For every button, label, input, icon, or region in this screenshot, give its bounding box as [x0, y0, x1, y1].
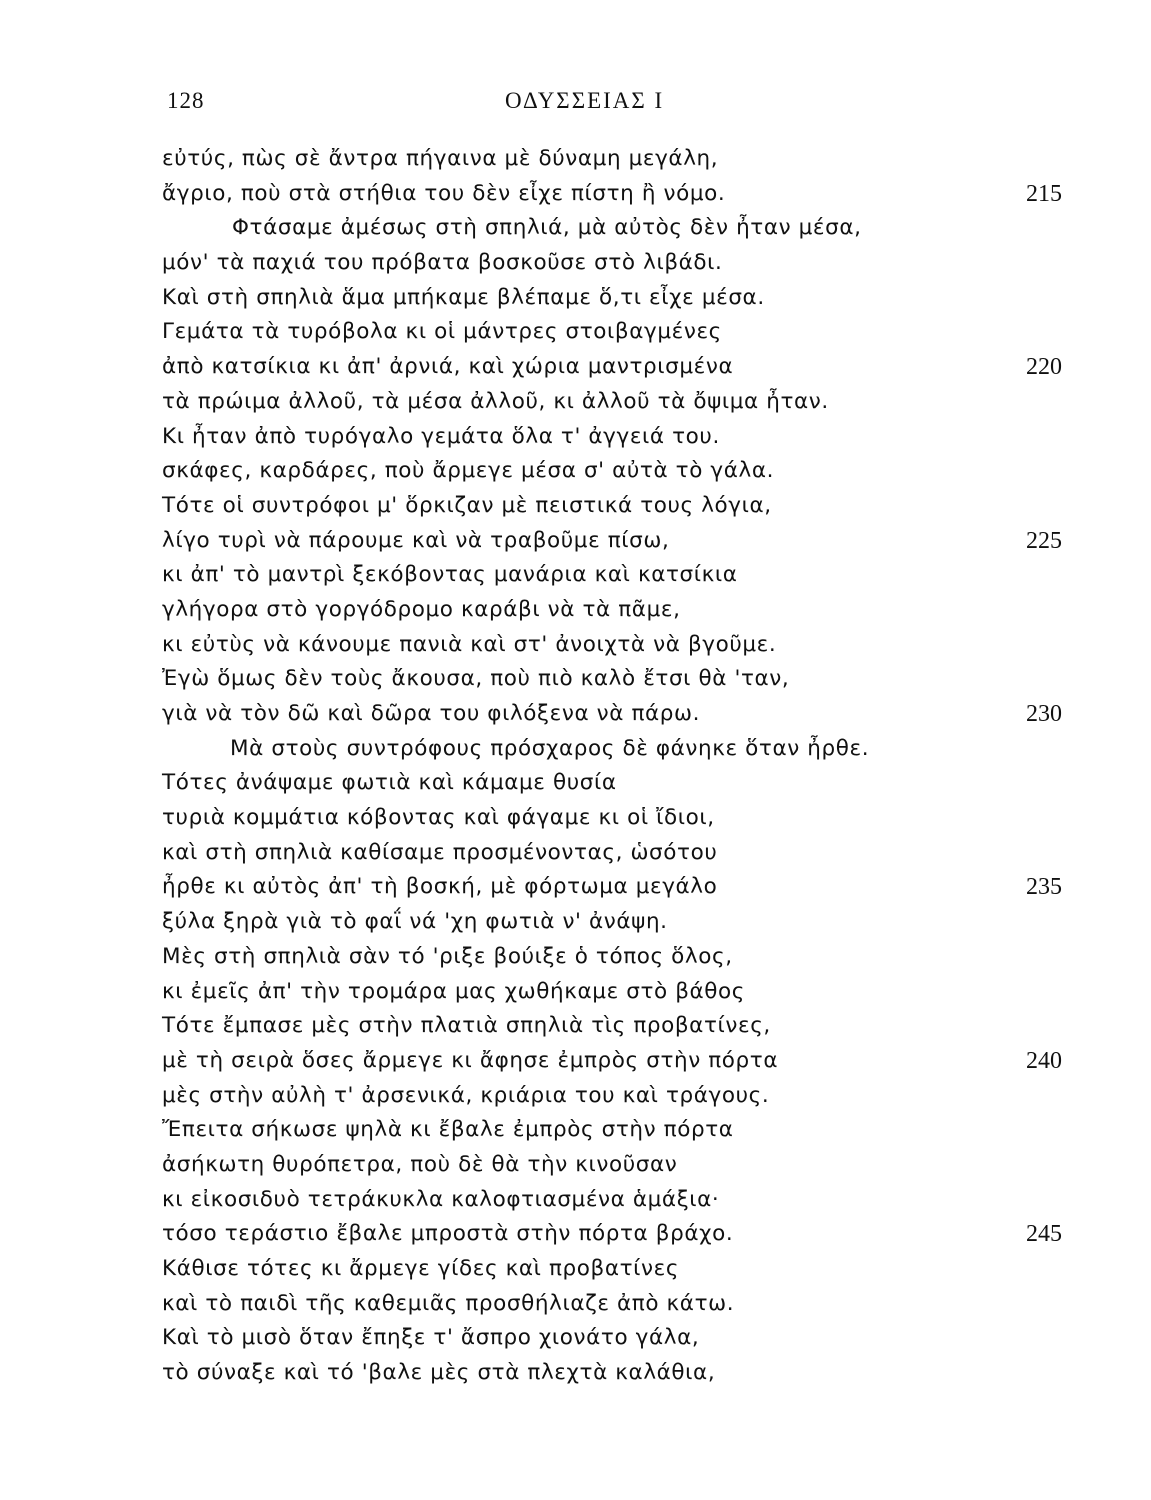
verse-line [0, 524, 1151, 559]
verse-text: Μὲς στὴ σπηλιὰ σὰν τό 'ριξε βούιξε ὁ τόπος ὅλος, [162, 943, 733, 969]
line-number: 240 [1026, 1047, 1062, 1074]
verse-line [0, 975, 1151, 1010]
verse-line [0, 1183, 1151, 1218]
verse-text: ξύλα ξηρὰ γιὰ τὸ φαΐ νά 'χη φωτιὰ ν' ἀνάψη. [162, 909, 668, 935]
verse-text: Κάθισε τότες κι ἄρμεγε γίδες καὶ προβατίνες [162, 1256, 680, 1281]
verse-line [0, 766, 1151, 801]
verse-text: κι εἰκοσιδυὸ τετράκυκλα καλοφτιασμένα ἁμάξια· [162, 1186, 720, 1212]
verse-line [0, 870, 1151, 905]
verse-line [0, 1009, 1151, 1044]
verse-text: ἄγριο, ποὺ στὰ στήθια του δὲν εἶχε πίστη ἢ νόμο. [162, 180, 726, 206]
verse-text: γλήγορα στὸ γοργόδρομο καράβι νὰ τὰ πᾶμε, [162, 596, 681, 622]
verse-text: ἦρθε κι αὐτὸς ἀπ' τὴ βοσκή, μὲ φόρτωμα μεγάλο [162, 874, 718, 900]
verse-line [0, 246, 1151, 281]
line-number: 230 [1026, 701, 1062, 727]
line-number: 245 [1026, 1221, 1062, 1248]
verse-line [0, 281, 1151, 316]
verse-text: Μὰ στοὺς συντρόφους πρόσχαρος δὲ φάνηκε ὅταν ἦρθε. [230, 735, 870, 761]
verse-text: κι ἀπ' τὸ μαντρὶ ξεκόβοντας μανάρια καὶ κατσίκια [162, 562, 738, 588]
verse-line [0, 142, 1151, 177]
verse-line [0, 905, 1151, 940]
verse-text: μὲς στὴν αὐλὴ τ' ἀρσενικά, κριάρια του καὶ τράγους. [162, 1082, 770, 1108]
verse-text: εὐτύς, πὼς σὲ ἄντρα πήγαινα μὲ δύναμη μεγάλη, [162, 146, 719, 171]
poem-text [0, 142, 1151, 1391]
verse-text: κι εὐτὺς νὰ κάνουμε πανιὰ καὶ στ' ἀνοιχτὰ νὰ βγοῦμε. [162, 631, 777, 657]
page-header [0, 88, 1151, 122]
verse-line [0, 1252, 1151, 1287]
verse-line [0, 350, 1151, 385]
verse-text: Φτάσαμε ἀμέσως στὴ σπηλιά, μὰ αὐτὸς δὲν ἦταν μέσα, [232, 215, 862, 241]
verse-text: Κι ἦταν ἀπὸ τυρόγαλο γεμάτα ὅλα τ' ἀγγειά του. [162, 423, 720, 449]
verse-text: τυριὰ κομμάτια κόβοντας καὶ φάγαμε κι οἱ ἴδιοι, [162, 805, 715, 831]
verse-line [0, 1044, 1151, 1079]
verse-text: μὲ τὴ σειρὰ ὅσες ἄρμεγε κι ἄφησε ἐμπρὸς στὴν πόρτα [162, 1047, 779, 1073]
verse-line [0, 697, 1151, 732]
verse-line [0, 1356, 1151, 1391]
verse-text: Ἔπειτα σήκωσε ψηλὰ κι ἔβαλε ἐμπρὸς στὴν πόρτα [162, 1117, 734, 1143]
verse-text: καὶ στὴ σπηλιὰ καθίσαμε προσμένοντας, ὡσότου [162, 839, 718, 865]
verse-text: Ἐγὼ ὅμως δὲν τοὺς ἄκουσα, ποὺ πιὸ καλὸ ἔτσι θὰ 'ταν, [162, 666, 790, 692]
verse-text: Καὶ τὸ μισὸ ὅταν ἔπηξε τ' ἄσπρο χιονάτο γάλα, [162, 1325, 700, 1351]
verse-line [0, 315, 1151, 350]
line-number: 220 [1026, 354, 1062, 381]
verse-line [0, 1113, 1151, 1148]
verse-line [0, 940, 1151, 975]
verse-line [0, 558, 1151, 593]
running-head: ΟΔΥΣΣΕΙΑΣ Ι [505, 88, 665, 113]
verse-text: μόν' τὰ παχιά του πρόβατα βοσκοῦσε στὸ λιβάδι. [162, 250, 723, 276]
verse-line [0, 489, 1151, 524]
verse-line [0, 211, 1151, 246]
verse-text: τόσο τεράστιο ἔβαλε μπροστὰ στὴν πόρτα βράχο. [162, 1221, 734, 1247]
verse-line [0, 801, 1151, 836]
verse-line [0, 1287, 1151, 1322]
verse-line [0, 662, 1151, 697]
verse-line [0, 1079, 1151, 1114]
verse-line [0, 836, 1151, 871]
verse-line [0, 385, 1151, 420]
verse-line [0, 177, 1151, 212]
verse-text: γιὰ νὰ τὸν δῶ καὶ δῶρα του φιλόξενα νὰ πάρω. [162, 701, 701, 726]
verse-text: Τότε ἔμπασε μὲς στὴν πλατιὰ σπηλιὰ τὶς προβατίνες, [162, 1013, 771, 1039]
verse-text: καὶ τὸ παιδὶ τῆς καθεμιᾶς προσθήλιαζε ἀπὸ κάτω. [162, 1290, 735, 1316]
verse-text: ἀσήκωτη θυρόπετρα, ποὺ δὲ θὰ τὴν κινοῦσαν [162, 1151, 678, 1177]
verse-text: τὸ σύναξε καὶ τό 'βαλε μὲς στὰ πλεχτὰ καλάθια, [162, 1360, 716, 1386]
verse-line [0, 1217, 1151, 1252]
verse-text: Καὶ στὴ σπηλιὰ ἅμα μπήκαμε βλέπαμε ὅ,τι εἶχε μέσα. [162, 284, 765, 310]
verse-line [0, 454, 1151, 489]
verse-line [0, 732, 1151, 767]
verse-text: Τότε οἱ συντρόφοι μ' ὅρκιζαν μὲ πειστικά τους λόγια, [162, 492, 772, 518]
verse-line [0, 593, 1151, 628]
verse-line [0, 420, 1151, 455]
verse-text: λίγο τυρὶ νὰ πάρουμε καὶ νὰ τραβοῦμε πίσω, [162, 527, 670, 553]
verse-text: Τότες ἀνάψαμε φωτιὰ καὶ κάμαμε θυσία [162, 770, 617, 796]
verse-line [0, 1321, 1151, 1356]
verse-text: ἀπὸ κατσίκια κι ἀπ' ἀρνιά, καὶ χώρια μαντρισμένα [162, 354, 734, 380]
line-number: 215 [1026, 180, 1062, 207]
page-number: 128 [167, 88, 205, 113]
verse-text: τὰ πρώιμα ἀλλοῦ, τὰ μέσα ἀλλοῦ, κι ἀλλοῦ τὰ ὄψιμα ἦταν. [162, 388, 829, 414]
verse-text: σκάφες, καρδάρες, ποὺ ἄρμεγε μέσα σ' αὐτὰ τὸ γάλα. [162, 458, 775, 484]
verse-line [0, 1148, 1151, 1183]
line-number: 235 [1026, 874, 1062, 901]
verse-text: κι ἐμεῖς ἀπ' τὴν τρομάρα μας χωθήκαμε στὸ βάθος [162, 978, 746, 1004]
line-number: 225 [1026, 527, 1062, 554]
verse-text: Γεμάτα τὰ τυρόβολα κι οἱ μάντρες στοιβαγμένες [162, 319, 722, 345]
verse-line [0, 628, 1151, 663]
